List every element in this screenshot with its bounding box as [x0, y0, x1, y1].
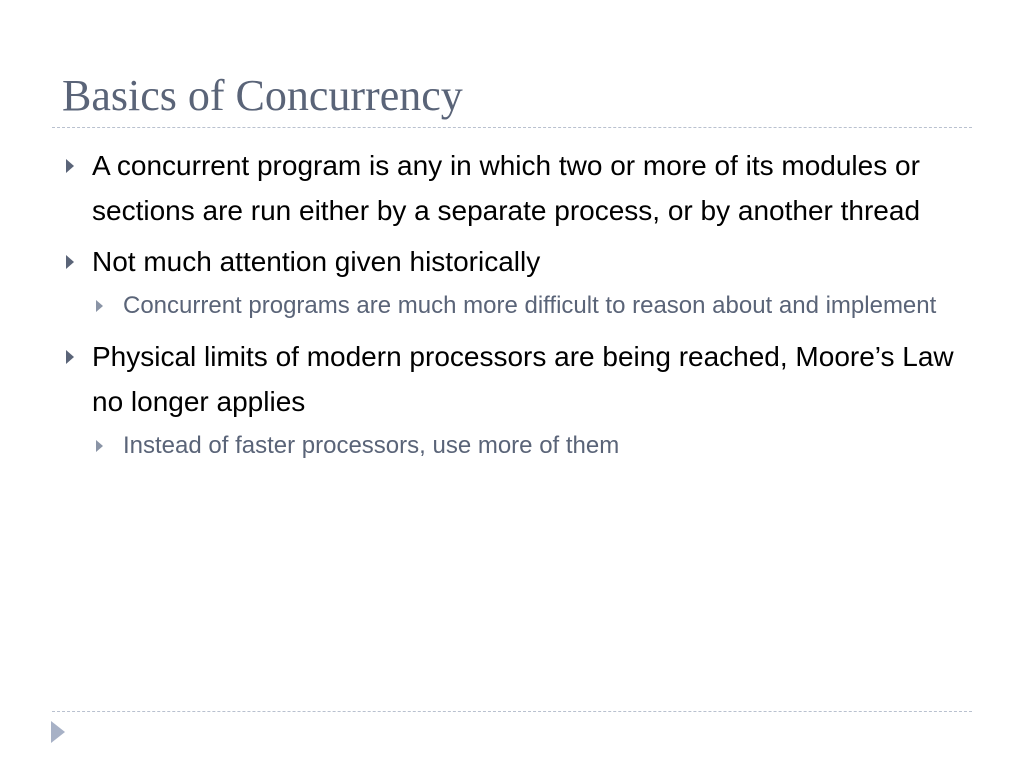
triangle-bullet-icon — [96, 300, 103, 312]
bullet-item — [56, 143, 976, 233]
triangle-bullet-icon — [96, 440, 103, 452]
sub-bullet-item — [56, 426, 976, 466]
slide-title: Basics of Concurrency — [62, 71, 463, 120]
next-slide-arrow-icon[interactable] — [51, 721, 65, 743]
slide-body — [56, 143, 976, 474]
bullet-text: Not much attention given historically — [92, 246, 541, 277]
bullet-text: A concurrent program is any in which two or more of its modules or sections are run either by a separate process, or by another thread — [92, 150, 921, 226]
triangle-bullet-icon — [66, 159, 74, 173]
bullet-item — [56, 334, 976, 424]
triangle-bullet-icon — [66, 350, 74, 364]
sub-bullet-text: Concurrent programs are much more difficult to reason about and implement — [123, 292, 937, 319]
sub-bullet-text: Instead of faster processors, use more of them — [123, 432, 620, 459]
triangle-bullet-icon — [66, 255, 74, 269]
bullet-text: Physical limits of modern processors are being reached, Moore’s Law no longer applies — [92, 341, 954, 417]
title-divider — [52, 127, 972, 128]
footer-divider — [52, 711, 972, 712]
sub-bullet-item — [56, 286, 976, 326]
bullet-item — [56, 239, 976, 284]
